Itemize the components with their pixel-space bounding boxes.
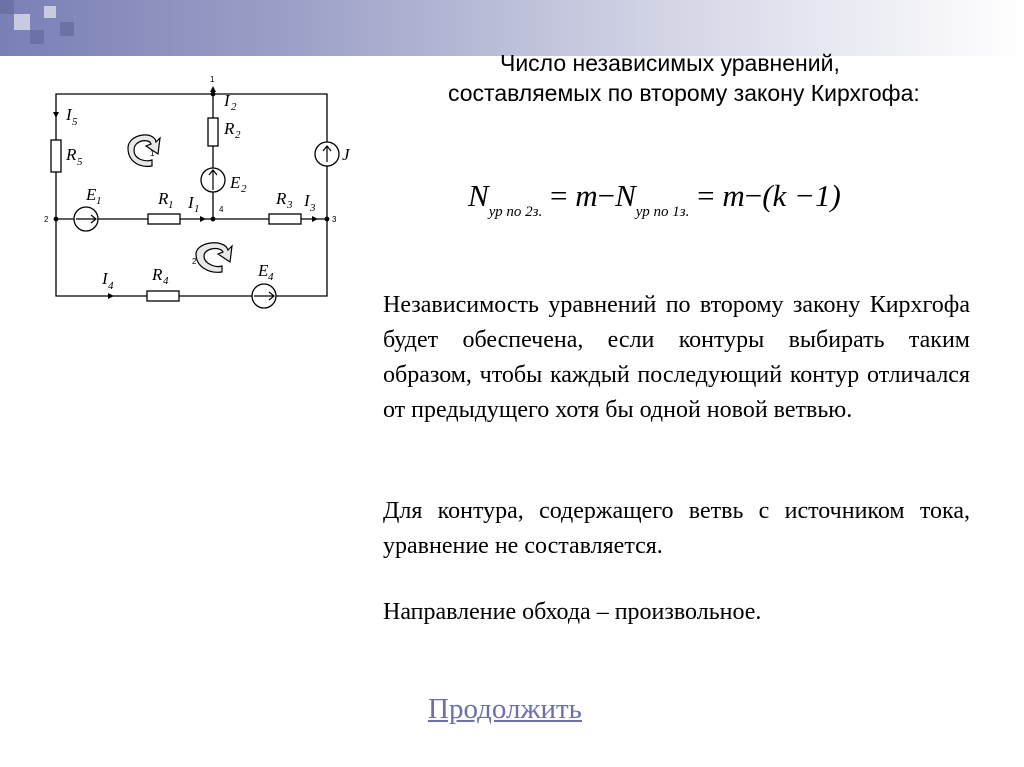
label-R2-sub: 2 <box>235 129 241 141</box>
label-I3-sub: 3 <box>310 202 316 214</box>
label-I4-sub: 4 <box>108 280 114 292</box>
kirchhoff-formula <box>468 178 968 228</box>
label-E4: E <box>258 261 269 280</box>
label-I1: I <box>188 193 194 212</box>
decor-square-1 <box>0 0 14 14</box>
label-R5: R <box>66 145 77 164</box>
label-J: J <box>342 145 350 164</box>
paragraph-direction: Направление обхода – произвольное. <box>383 599 762 625</box>
label-I5-sub: 5 <box>72 116 78 128</box>
node-1-dot <box>211 92 216 97</box>
formula-N2: N <box>615 178 636 213</box>
label-R1-sub: 1 <box>168 199 174 211</box>
node-1-label: 1 <box>210 75 215 84</box>
arrow-I1 <box>200 216 206 222</box>
decor-square-4 <box>44 6 56 18</box>
formula-m2: m <box>722 178 745 213</box>
formula-minus1: − <box>597 178 616 213</box>
formula-eq2: = <box>697 178 715 213</box>
label-E4-sub: 4 <box>268 271 274 283</box>
label-R2: R <box>224 119 235 138</box>
arrow-I5 <box>53 112 59 118</box>
label-I3: I <box>304 191 310 210</box>
formula-N: N <box>468 178 489 213</box>
slide-heading: Число независимых уравнений, составляемых по второму закону Кирхгофа: <box>448 50 920 106</box>
label-E2-sub: 2 <box>241 183 247 195</box>
label-R5-sub: 5 <box>77 156 83 168</box>
decor-square-2 <box>14 14 30 30</box>
loop-1-arrow <box>128 135 160 166</box>
formula-sub-2: ур по 2з. <box>488 204 543 220</box>
formula-m1: m <box>575 178 598 213</box>
node-3-label: 3 <box>332 215 337 224</box>
arrow-I4 <box>108 293 114 299</box>
formula-sub-1: ур по 1з. <box>635 204 690 220</box>
formula-paren: (k −1) <box>762 178 841 213</box>
label-I4: I <box>102 269 108 288</box>
label-I2: I <box>224 91 230 110</box>
label-R1: R <box>158 189 169 208</box>
node-2-label: 2 <box>44 215 49 224</box>
circuit-svg <box>36 68 376 308</box>
label-E1: E <box>86 185 97 204</box>
label-R3-sub: 3 <box>287 199 293 211</box>
loop-2-arrow <box>196 243 232 273</box>
formula-minus2: − <box>744 178 763 213</box>
resistor-R4 <box>147 291 179 301</box>
decor-square-3 <box>30 30 44 44</box>
label-R4: R <box>152 265 163 284</box>
resistor-R1 <box>148 214 180 224</box>
paragraph-independence: Независимость уравнений по второму закону Кирхгофа будет обеспечена, если контуры выбирать таким образом, чтобы каждый последующий контур отличался от предыдущего хотя бы одной новой ветвью. <box>383 292 970 423</box>
resistor-R3 <box>269 214 301 224</box>
resistor-R2 <box>208 118 218 146</box>
decor-square-5 <box>60 22 74 36</box>
paragraph-current-source: Для контура, содержащего ветвь с источником тока, уравнение не составляется. <box>383 498 970 559</box>
resistor-R5 <box>51 140 61 172</box>
circuit-diagram <box>36 68 376 308</box>
label-I5: I <box>66 105 72 124</box>
node-4-dot <box>211 217 216 222</box>
node-4-label: 4 <box>219 205 224 214</box>
label-R3: R <box>276 189 287 208</box>
label-E1-sub: 1 <box>96 195 102 207</box>
label-R4-sub: 4 <box>163 275 169 287</box>
loop-2-label: 2 <box>192 257 197 266</box>
arrow-I3 <box>312 216 318 222</box>
formula-eq1: = <box>550 178 568 213</box>
loop-1-label: 1 <box>150 149 155 158</box>
arrow-I2 <box>210 86 216 92</box>
label-I2-sub: 2 <box>231 101 237 113</box>
label-E2: E <box>230 173 241 192</box>
continue-link[interactable]: Продолжить <box>428 693 582 725</box>
label-I1-sub: 1 <box>194 203 200 215</box>
node-3-dot <box>325 217 330 222</box>
node-2-dot <box>54 217 59 222</box>
